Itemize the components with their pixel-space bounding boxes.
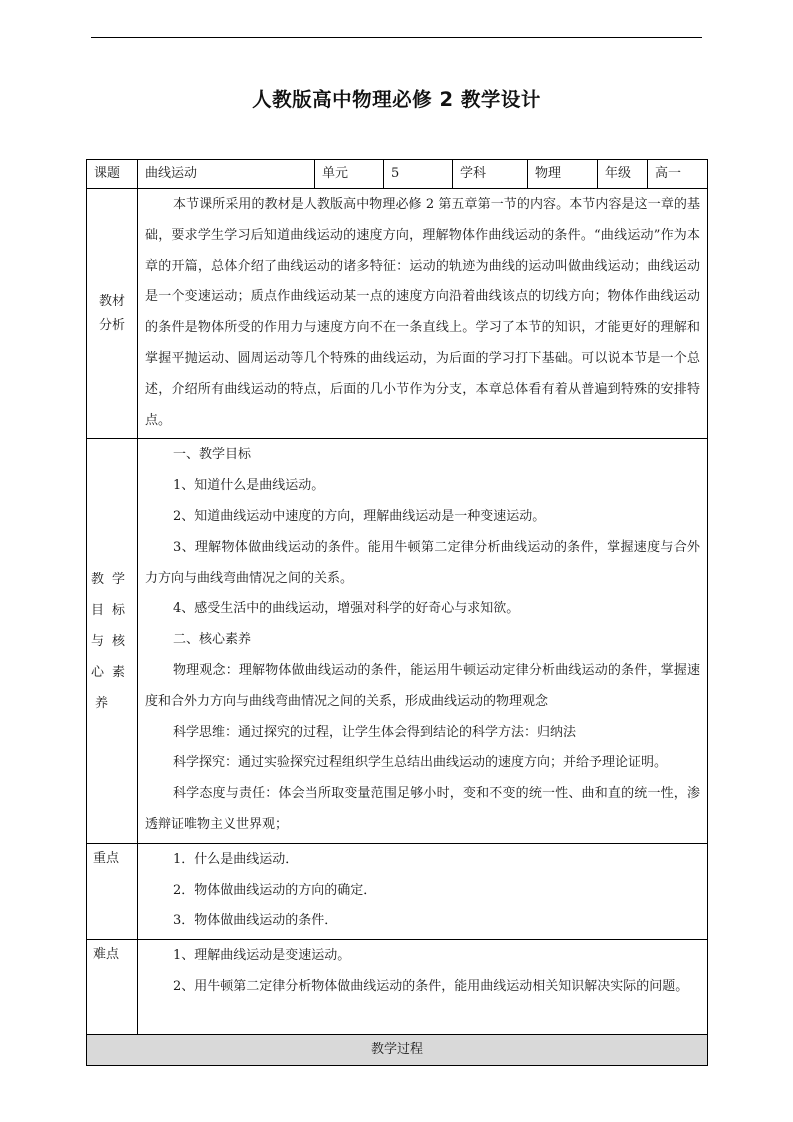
difficulties-row <box>87 940 708 1035</box>
process-header: 教学过程 <box>87 1035 708 1066</box>
objective-item: 4、感受生活中的曲线运动，增强对科学的好奇心与求知欲。 <box>173 601 520 617</box>
subject-label: 学科 <box>453 160 528 189</box>
label-line: 心素 <box>91 664 134 680</box>
topic-value: 曲线运动 <box>138 160 315 189</box>
unit-label: 单元 <box>315 160 384 189</box>
textbook-analysis-row <box>87 189 708 439</box>
document-title: 人教版高中物理必修 2 教学设计 <box>252 88 541 111</box>
header-rule <box>91 37 702 38</box>
process-header-row <box>87 1035 708 1066</box>
objective-item: 2、知道曲线运动中速度的方向，理解曲线运动是一种变速运动。 <box>173 508 546 524</box>
competency-item: 科学思维：通过探究的过程，让学生体会得到结论的科学方法：归纳法 <box>173 724 577 740</box>
difficulty-item: 2、用牛顿第二定律分析物体做曲线运动的条件，能用曲线运动相关知识解决实际的问题。 <box>173 978 689 994</box>
label-line: 分析 <box>98 317 125 333</box>
difficulty-item: 1、理解曲线运动是变速运动。 <box>173 948 351 964</box>
subject-value: 物理 <box>528 160 598 189</box>
objectives-content <box>138 439 708 843</box>
unit-value: 5 <box>384 160 453 189</box>
difficulties-label: 难点 <box>87 940 138 1035</box>
label-line: 教学 <box>91 571 134 587</box>
lesson-plan-table <box>86 159 708 1066</box>
key-points-content <box>138 843 708 939</box>
difficulties-content <box>138 940 708 1035</box>
section-heading: 一、教学目标 <box>173 447 252 463</box>
label-line: 与核 <box>91 633 134 649</box>
key-point-item: 3．物体做曲线运动的条件． <box>173 913 338 929</box>
objectives-label <box>87 439 138 843</box>
key-points-label: 重点 <box>87 843 138 939</box>
objective-item: 3、理解物体做曲线运动的条件。能用牛顿第二定律分析曲线运动的条件，掌握速度与合外力方向与曲线弯曲情况之间的关系。 <box>145 539 700 586</box>
competency-item: 科学探究：通过实验探究过程组织学生总结出曲线运动的速度方向；并给予理论证明。 <box>173 755 668 771</box>
grade-value: 高一 <box>648 160 708 189</box>
analysis-paragraph: 本节课所采用的教材是人教版高中物理必修 2 第五章第一节的内容。本节内容是这一章的基础，要求学生学习后知道曲线运动的速度方向，理解物体作曲线运动的条件。“曲线运动”作为本章的开篇，总体介绍了曲线运动的诸多特征：运动的轨迹为曲线的运动叫做曲线运动；曲线运动是一个变速运动；质点作曲线运动某一点的速度方向沿着曲线该点的切线方向；物体作曲线运动的条件是物体所受的作用力与速度方向不在一条直线上。学习了本节的知识，才能更好的理解和掌握平抛运动、圆周运动等几个特殊的曲线运动，为后面的学习打下基础。可以说本节是一个总述，介绍所有曲线运动的特点，后面的几小节作为分支，本章总体看有着从普遍到特殊的安排特点。 <box>145 197 700 428</box>
textbook-analysis-label <box>87 189 138 439</box>
label-line: 目标 <box>91 602 134 618</box>
label-line: 养 <box>95 695 117 711</box>
label-line: 教材 <box>98 293 125 309</box>
objective-item: 1、知道什么是曲线运动。 <box>173 478 325 494</box>
objectives-row <box>87 439 708 843</box>
key-point-item: 2．物体做曲线运动的方向的确定． <box>173 882 377 898</box>
topic-label: 课题 <box>87 160 138 189</box>
section-heading: 二、核心素养 <box>173 632 252 648</box>
header-row <box>87 160 708 189</box>
textbook-analysis-content <box>138 189 708 439</box>
key-point-item: 1．什么是曲线运动． <box>173 851 299 867</box>
grade-label: 年级 <box>598 160 648 189</box>
competency-item: 科学态度与责任：体会当所取变量范围足够小时，变和不变的统一性、曲和直的统一性，渗透辩证唯物主义世界观； <box>145 786 700 832</box>
competency-item: 物理观念：理解物体做曲线运动的条件，能运用牛顿运动定律分析曲线运动的条件，掌握速度和合外力方向与曲线弯曲情况之间的关系，形成曲线运动的物理观念 <box>145 662 700 709</box>
key-points-row <box>87 843 708 939</box>
